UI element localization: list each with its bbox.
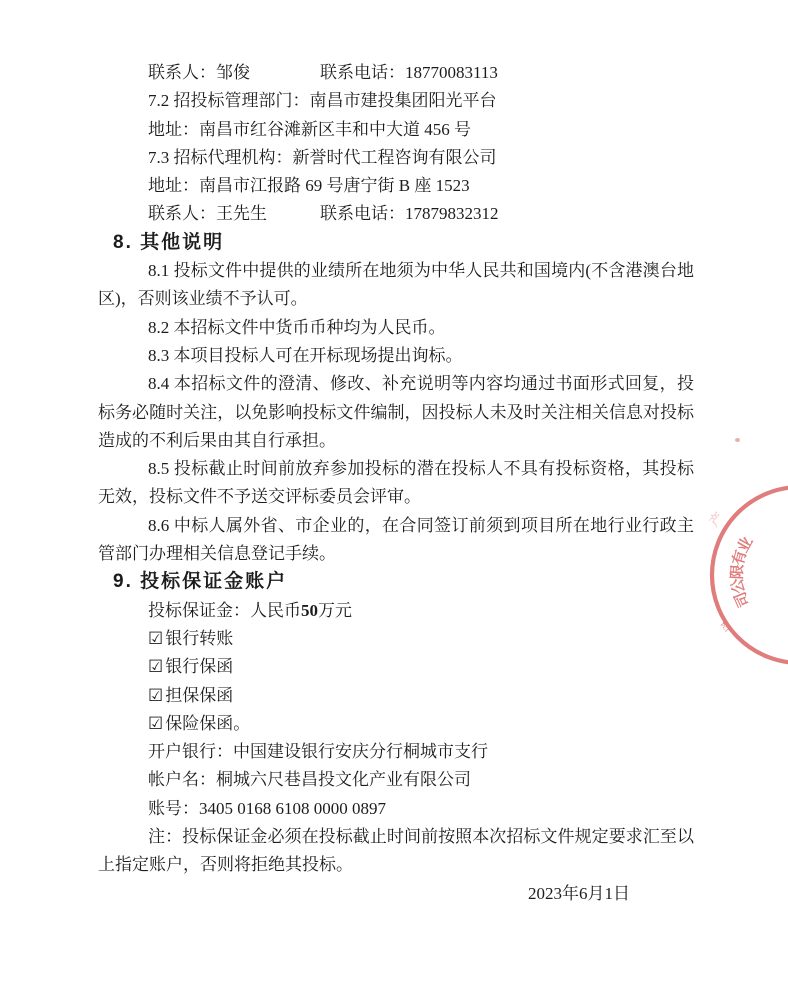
clause-8-2: 8.2 本招标文件中货币币种均为人民币。 <box>148 317 446 337</box>
checked-checkbox-icon: ☑ <box>148 628 164 649</box>
checked-checkbox-icon: ☑ <box>148 685 164 706</box>
line-bid-admin-dept: 7.2 招投标管理部门：南昌市建投集团阳光平台 <box>148 91 497 111</box>
contact-phone-owner: 联系电话：18770083113 <box>320 63 498 82</box>
checkbox-label: 保险保函。 <box>165 713 251 733</box>
contact-person-agency: 联系人：王先生 <box>148 204 267 224</box>
seal-partial-char: 产 <box>706 509 727 530</box>
checked-checkbox-icon: ☑ <box>148 713 164 734</box>
contact-person-owner: 联系人：邹俊 <box>148 63 250 82</box>
deposit-amount-line <box>98 597 694 625</box>
checkbox-label: 银行转账 <box>165 628 234 648</box>
checkbox-label: 担保保函 <box>165 685 234 705</box>
heading-other-notes: 8. 其他说明 <box>113 231 225 253</box>
deposit-note: 注：投标保证金必须在投标截止时间前按照本次招标文件规定要求汇至以上指定账户，否则将拒绝其投标。 <box>98 827 694 875</box>
clause-8-4: 8.4 本招标文件的澄清、修改、补充说明等内容均通过书面形式回复，投标务必随时关注，以免影响投标文件编制，因投标人未及时关注相关信息对投标造成的不利后果由其自行承担。 <box>98 374 694 450</box>
checked-checkbox-icon: ☑ <box>148 657 164 678</box>
checkbox-label: 银行保函 <box>165 657 234 677</box>
seal-arc-char: 业 <box>735 534 757 556</box>
account-number-line: 账号：3405 0168 6108 0000 0897 <box>148 798 386 818</box>
contact-row-owner <box>98 59 694 87</box>
seal-arc-char: 公 <box>729 577 749 595</box>
checkbox-row-bank-guarantee <box>98 653 694 681</box>
clause-8-3: 8.3 本项目投标人可在开标现场提出询标。 <box>148 345 463 365</box>
ink-speck <box>735 438 740 442</box>
heading-bid-deposit-account: 9. 投标保证金账户 <box>113 571 288 593</box>
seal-arc-char: 司 <box>732 589 754 610</box>
contact-row-agency <box>98 200 694 228</box>
seal-arc-char: 有 <box>730 548 751 568</box>
contact-phone-agency: 联系电话：17879832312 <box>320 204 499 224</box>
document-text-block <box>98 59 694 908</box>
company-seal-stamp-icon <box>690 480 788 680</box>
deposit-prefix: 投标保证金：人民币 <box>148 600 301 620</box>
line-agency-address: 地址：南昌市江报路 69 号唐宁街 B 座 1523 <box>148 176 470 196</box>
seal-serial-number: 124. <box>718 619 732 634</box>
checkbox-row-insurance-guarantee <box>98 710 694 738</box>
line-bid-admin-address: 地址：南昌市红谷滩新区丰和中大道 456 号 <box>148 119 471 139</box>
bank-name-line: 开户银行：中国建设银行安庆分行桐城市支行 <box>148 742 488 762</box>
clause-8-1: 8.1 投标文件中提供的业绩所在地须为中华人民共和国境内(不含港澳台地区)，否则该业绩不予认可。 <box>98 261 694 309</box>
checkbox-row-bank-transfer <box>98 625 694 653</box>
clause-8-6: 8.6 中标人属外省、市企业的，在合同签订前须到项目所在地行业行政主管部门办理相关信息登记手续。 <box>98 515 694 564</box>
seal-arc-char: 限 <box>729 563 747 580</box>
deposit-amount: 50 <box>301 600 318 620</box>
clause-8-5: 8.5 投标截止时间前放弃参加投标的潜在投标人不具有投标资格，其投标无效，投标文件不予送交评标委员会评审。 <box>98 459 694 507</box>
checkbox-row-surety-guarantee <box>98 682 694 710</box>
deposit-suffix: 万元 <box>318 600 352 620</box>
document-date: 2023年6月1日 <box>528 883 630 903</box>
account-name-line: 帐户名：桐城六尺巷昌投文化产业有限公司 <box>148 770 471 790</box>
line-agency: 7.3 招标代理机构：新誉时代工程咨询有限公司 <box>148 147 497 167</box>
